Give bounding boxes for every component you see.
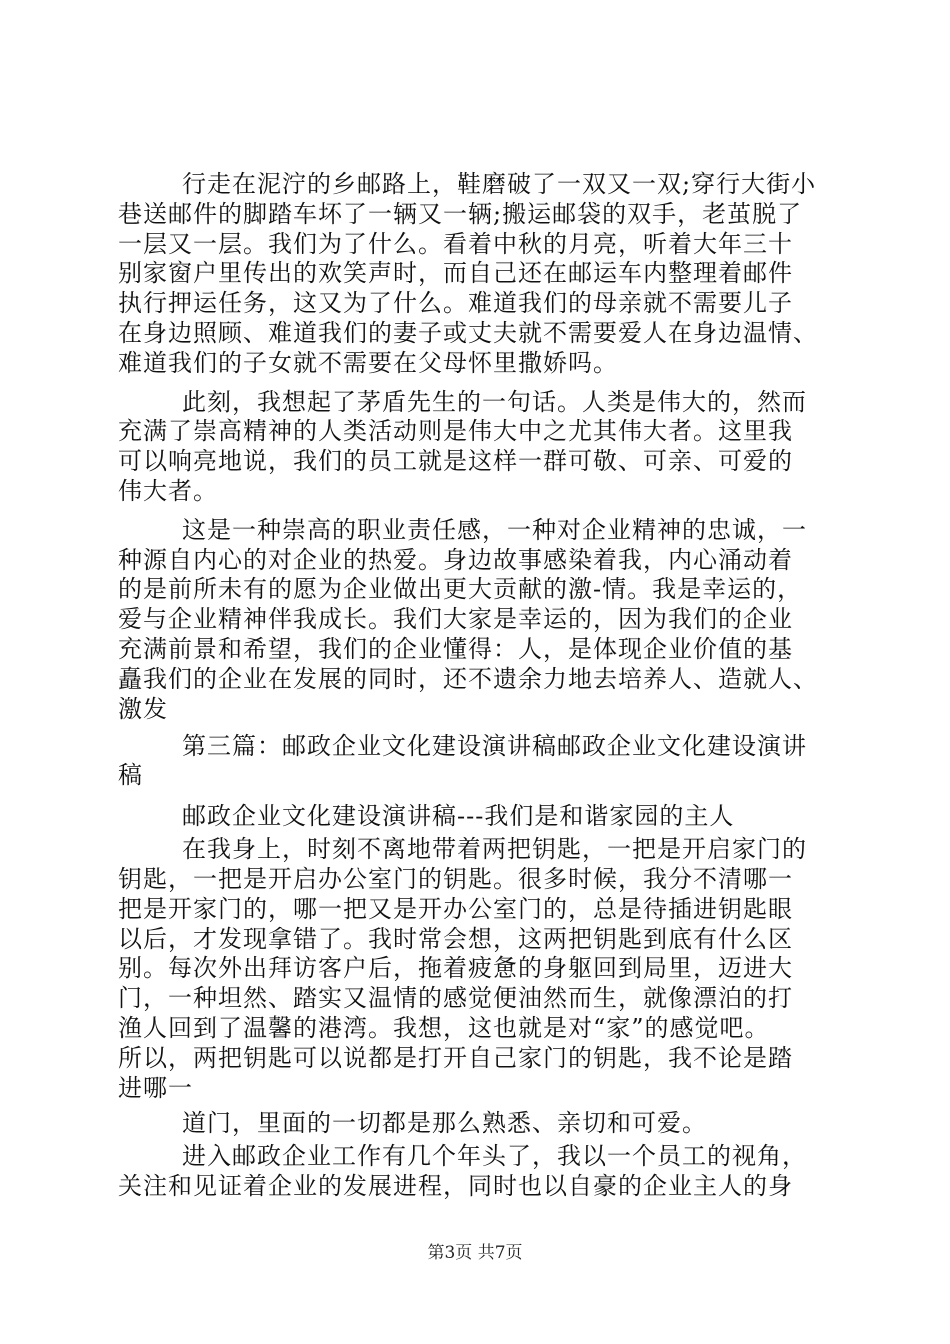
body-line: 钥匙，一把是开启办公室门的钥匙。很多时候，我分不清哪一 (118, 865, 793, 893)
body-line: 在身边照顾、难道我们的妻子或丈夫就不需要爱人在身边温情、 (118, 319, 818, 347)
body-line: 一层又一层。我们为了什么。看着中秋的月亮，听着大年三十 (118, 230, 793, 258)
body-line: 充满前景和希望，我们的企业懂得：人，是体现企业价值的基 (118, 635, 793, 663)
subtitle-line: 邮政企业文化建设演讲稿---我们是和谐家园的主人 (182, 802, 735, 830)
body-line: 巷送邮件的脚踏车坏了一辆又一辆;搬运邮袋的双手，老茧脱了 (118, 200, 803, 228)
body-line: 道门，里面的一切都是那么熟悉、亲切和可爱。 (182, 1109, 707, 1137)
section-heading: 第三篇：邮政企业文化建设演讲稿邮政企业文化建设演讲 (182, 732, 807, 760)
body-line: 伟大者。 (118, 477, 218, 505)
section-heading: 稿 (118, 761, 143, 789)
body-line: 执行押运任务，这又为了什么。难道我们的母亲就不需要儿子 (118, 289, 793, 317)
body-line: 门，一种坦然、踏实又温情的感觉便油然而生，就像漂泊的打 (118, 984, 793, 1012)
body-line: 种源自内心的对企业的热爱。身边故事感染着我，内心涌动着 (118, 546, 793, 574)
body-line: 进哪一 (118, 1074, 193, 1102)
body-line: 这是一种崇高的职业责任感，一种对企业精神的忠诚，一 (182, 516, 807, 544)
body-line: 把是开家门的，哪一把又是开办公室门的，总是待插进钥匙眼 (118, 895, 793, 923)
body-line: 矗我们的企业在发展的同时，还不遗余力地去培养人、造就人、 (118, 665, 818, 693)
body-line: 的是前所未有的愿为企业做出更大贡献的激-情。我是幸运的， (118, 575, 803, 603)
body-line: 激发 (118, 695, 168, 723)
body-line: 爱与企业精神伴我成长。我们大家是幸运的，因为我们的企业 (118, 605, 793, 633)
body-line: 可以响亮地说，我们的员工就是这样一群可敬、可亲、可爱的 (118, 447, 793, 475)
body-line: 以后，才发现拿错了。我时常会想，这两把钥匙到底有什么区 (118, 925, 793, 953)
body-line: 所以，两把钥匙可以说都是打开自己家门的钥匙，我不论是踏 (118, 1044, 793, 1072)
page-footer: 第3页 共7页 (427, 1243, 523, 1263)
body-line: 行走在泥泞的乡邮路上，鞋磨破了一双又一双;穿行大街小 (182, 170, 817, 198)
body-line: 别。每次外出拜访客户后，拖着疲惫的身躯回到局里，迈进大 (118, 954, 793, 982)
body-line: 进入邮政企业工作有几个年头了，我以一个员工的视角， (182, 1142, 807, 1170)
body-line: 别家窗户里传出的欢笑声时，而自己还在邮运车内整理着邮件 (118, 259, 793, 287)
body-line: 充满了崇高精神的人类活动则是伟大中之尤其伟大者。这里我 (118, 417, 793, 445)
body-line: 此刻，我想起了茅盾先生的一句话。人类是伟大的，然而 (182, 388, 807, 416)
body-line: 关注和见证着企业的发展进程，同时也以自豪的企业主人的身 (118, 1172, 793, 1200)
body-line: 难道我们的子女就不需要在父母怀里撒娇吗。 (118, 349, 618, 377)
body-line: 在我身上，时刻不离地带着两把钥匙，一把是开启家门的 (182, 835, 807, 863)
body-line: 渔人回到了温馨的港湾。我想，这也就是对“家”的感觉吧。 (118, 1014, 770, 1042)
